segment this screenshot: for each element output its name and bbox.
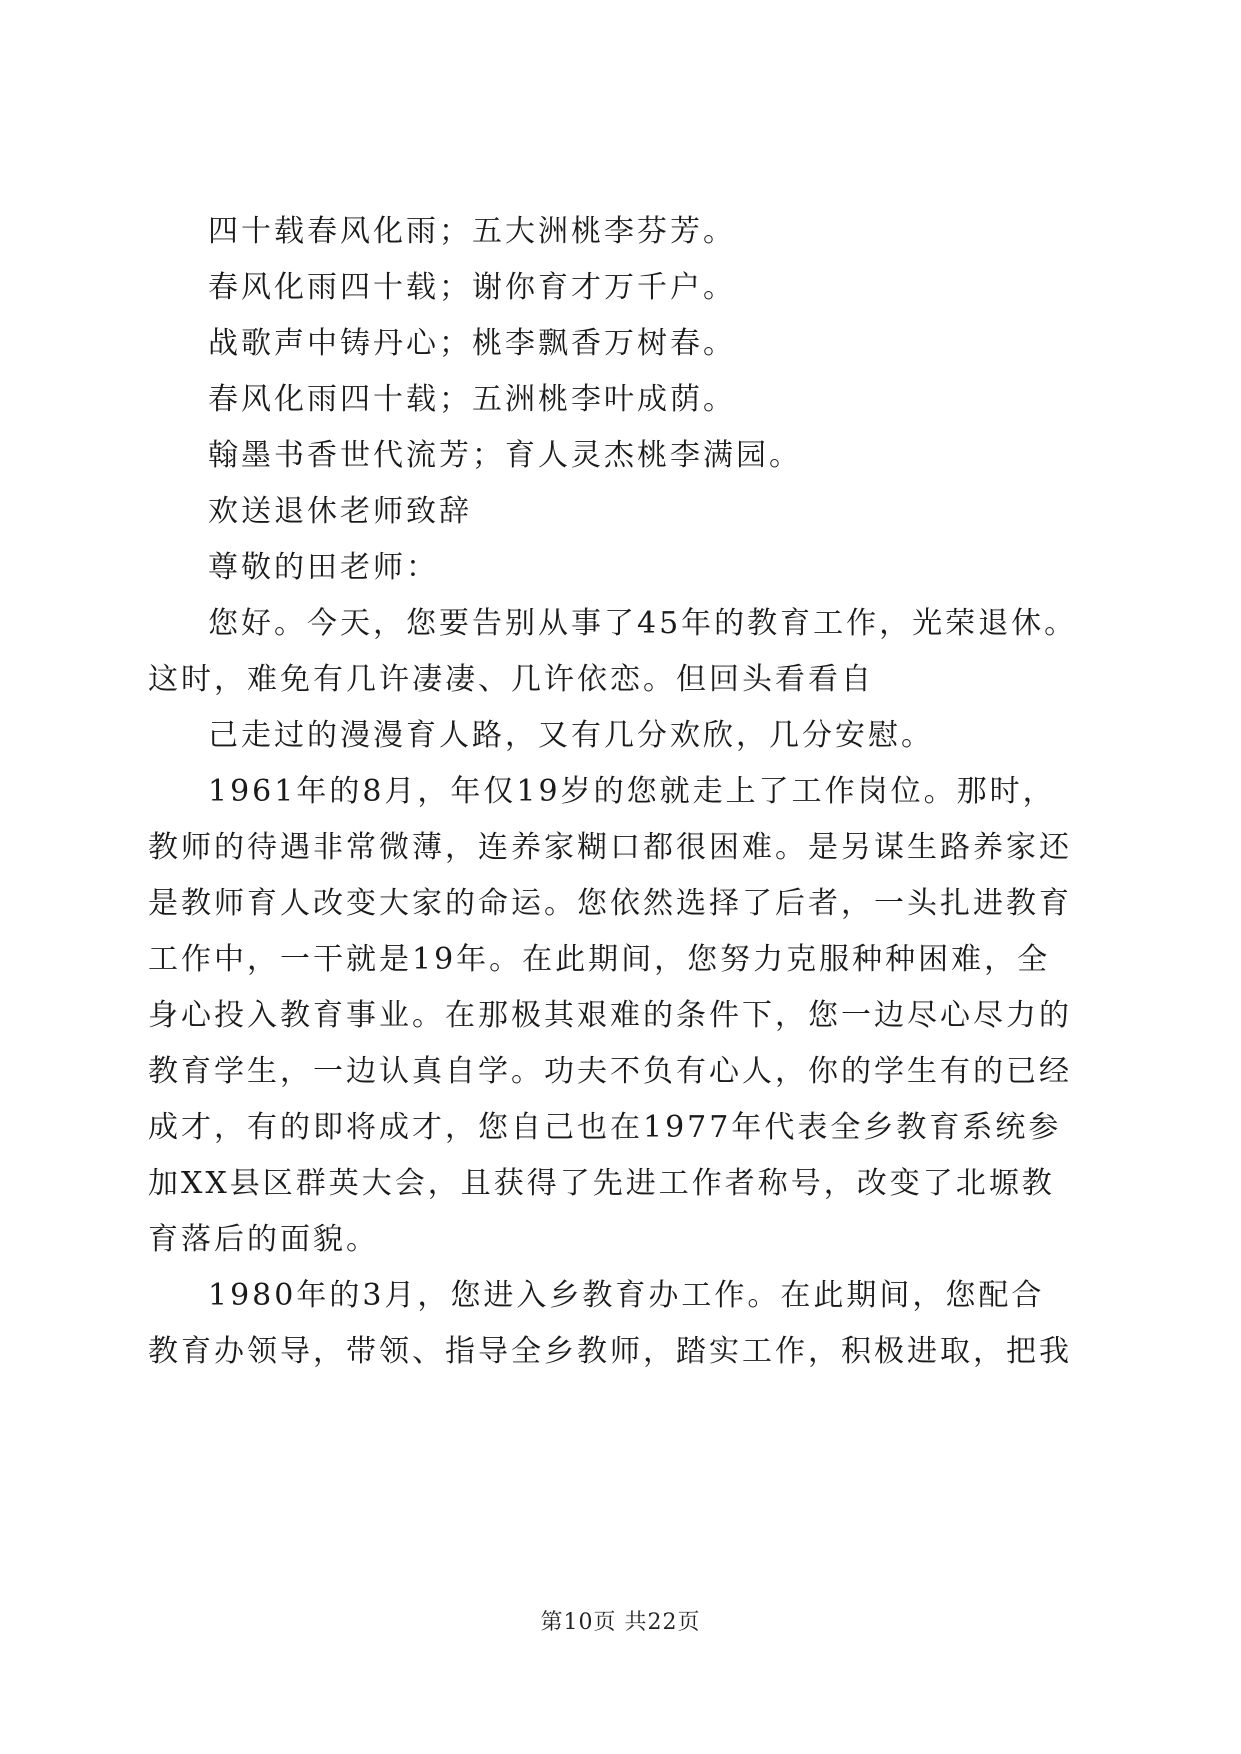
text-line-5: 翰墨书香世代流芳；育人灵杰桃李满园。 — [208, 438, 802, 473]
text-line-14: 工作中，一干就是19年。在此期间，您努力克服种种困难，全 — [148, 942, 1051, 977]
text-line-10: 己走过的漫漫育人路，又有几分欢欣，几分安慰。 — [208, 718, 934, 753]
text-line-3: 战歌声中铸丹心；桃李飘香万树春。 — [208, 326, 736, 361]
text-line-7: 尊敬的田老师： — [208, 550, 439, 585]
text-line-13: 是教师育人改变大家的命运。您依然选择了后者，一头扎进教育 — [148, 886, 1072, 921]
text-line-2: 春风化雨四十载；谢你育才万千户。 — [208, 270, 736, 305]
text-line-11: 1961年的8月，年仅19岁的您就走上了工作岗位。那时， — [208, 774, 1056, 809]
text-line-20: 1980年的3月，您进入乡教育办工作。在此期间，您配合 — [208, 1278, 1045, 1313]
text-line-4: 春风化雨四十载；五洲桃李叶成荫。 — [208, 382, 736, 417]
text-line-12: 教师的待遇非常微薄，连养家糊口都很困难。是另谋生路养家还 — [148, 830, 1072, 865]
text-line-19: 育落后的面貌。 — [148, 1222, 379, 1257]
text-line-18: 加XX县区群英大会，且获得了先进工作者称号，改变了北塬教 — [148, 1166, 1055, 1201]
text-line-8: 您好。今天，您要告别从事了45年的教育工作，光荣退休。 — [208, 606, 1078, 641]
text-line-15: 身心投入教育事业。在那极其艰难的条件下，您一边尽心尽力的 — [148, 998, 1072, 1033]
text-line-16: 教育学生，一边认真自学。功夫不负有心人，你的学生有的已经 — [148, 1054, 1072, 1089]
text-line-17: 成才，有的即将成才，您自己也在1977年代表全乡教育系统参 — [148, 1110, 1062, 1145]
page-number-footer: 第10页 共22页 — [540, 1610, 701, 1635]
text-line-21: 教育办领导，带领、指导全乡教师，踏实工作，积极进取，把我 — [148, 1334, 1072, 1369]
text-line-9: 这时，难免有几许凄凄、几许依恋。但回头看看自 — [148, 662, 874, 697]
text-line-1: 四十载春风化雨；五大洲桃李芬芳。 — [208, 214, 736, 249]
text-line-6: 欢送退休老师致辞 — [208, 494, 472, 529]
